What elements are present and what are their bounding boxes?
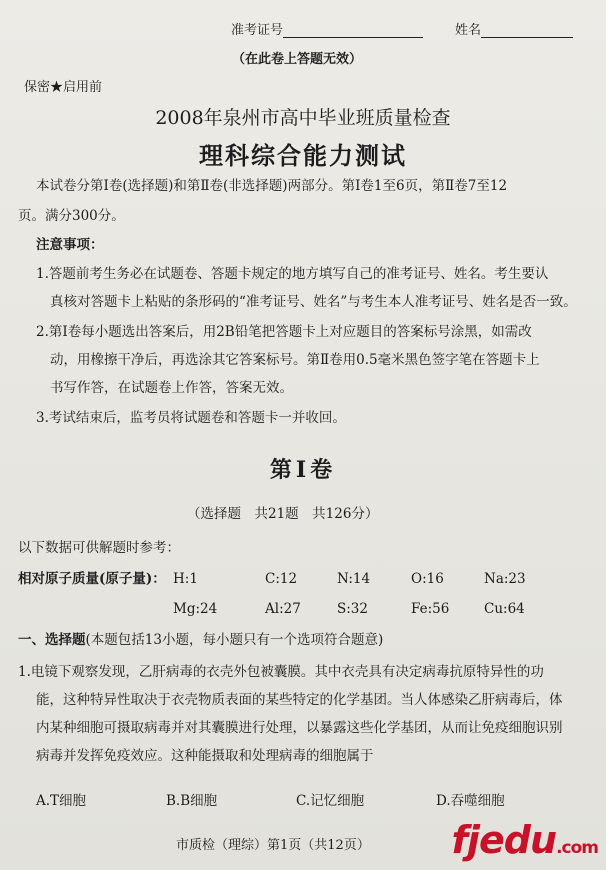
- note-1-line-1: 1.答题前考生务必在试题卷、答题卡规定的地方填写自己的准考证号、姓名。考生要认: [36, 266, 549, 282]
- reference-intro: 以下数据可供解题时参考：: [18, 540, 180, 556]
- part-1-subtitle: （选择题 共21题 共126分）: [187, 506, 379, 522]
- mass-na: Na:23: [484, 571, 526, 587]
- q1-line-1: 1.电镜下观察发现，乙肝病毒的衣壳外包被囊膜。其中衣壳具有决定病毒抗原特异性的功: [18, 664, 544, 680]
- name-field: [455, 19, 573, 38]
- no-answer-note: （在此卷上答题无效）: [232, 52, 363, 67]
- note-1-line-2: 真核对答题卡上粘贴的条形码的“准考证号、姓名”与考生本人准考证号、姓名是否一致。: [50, 294, 577, 310]
- atomic-mass-label: 相对原子质量(原子量)：: [18, 571, 166, 587]
- note-2-line-3: 书写作答，在试题卷上作答，答案无效。: [50, 380, 293, 396]
- exam-subject-title: 理科综合能力测试: [199, 141, 407, 170]
- name-blank: [481, 23, 573, 38]
- q1-option-c: C.记忆细胞: [296, 793, 365, 809]
- mass-al: Al:27: [265, 601, 301, 617]
- secret-mark: 保密★启用前: [24, 80, 103, 95]
- section-1-label: 一、选择题: [18, 632, 86, 648]
- section-1-instructions: (本题包括13小题，每小题只有一个选项符合题意): [85, 632, 384, 648]
- mass-fe: Fe:56: [411, 601, 450, 617]
- mass-h: H:1: [173, 571, 198, 587]
- q1-line-3: 内某种细胞可摄取病毒并对其囊膜进行处理，以暴露这些化学基团，从而让免疫细胞识别: [36, 720, 563, 736]
- mass-cu: Cu:64: [484, 601, 525, 617]
- q1-option-a: A.T细胞: [36, 793, 87, 809]
- q1-option-b: B.B细胞: [166, 793, 218, 809]
- intro-line-2: 页。满分300分。: [18, 208, 125, 224]
- q1-line-2: 能，这种特异性取决于衣壳物质表面的某些特定的化学基团。当人体感染乙肝病毒后，体: [36, 692, 563, 708]
- watermark-suffix: .com: [556, 838, 598, 858]
- q1-line-4: 病毒并发挥免疫效应。这种能摄取和处理病毒的细胞属于: [36, 748, 374, 764]
- watermark-text: fjedu: [451, 818, 557, 862]
- mass-s: S:32: [337, 601, 368, 617]
- site-watermark: [451, 818, 598, 862]
- note-3: 3.考试结束后，监考员将试题卷和答题卡一并收回。: [36, 410, 346, 426]
- mass-n: N:14: [337, 571, 371, 587]
- mass-c: C:12: [265, 571, 298, 587]
- exam-id-label: 准考证号: [231, 23, 284, 38]
- exam-title: 2008年泉州市高中毕业班质量检查: [155, 107, 451, 129]
- exam-id-blank: [283, 23, 423, 38]
- note-2-line-2: 动，用橡擦干净后，再选涂其它答案标号。第Ⅱ卷用0.5毫米黑色签字笔在答题卡上: [50, 352, 540, 368]
- notes-heading: 注意事项：: [36, 237, 104, 253]
- q1-option-d: D.吞噬细胞: [436, 793, 505, 809]
- page-footer: 市质检（理综）第1页（共12页）: [176, 838, 370, 853]
- name-label: 姓名: [455, 23, 482, 38]
- mass-o: O:16: [411, 571, 444, 587]
- exam-id-field: [231, 19, 423, 38]
- mass-mg: Mg:24: [173, 601, 218, 617]
- intro-line-1: 本试卷分第Ⅰ卷(选择题)和第Ⅱ卷(非选择题)两部分。第Ⅰ卷1至6页，第Ⅱ卷7至12: [36, 178, 508, 194]
- part-1-title: 第Ⅰ卷: [269, 457, 337, 483]
- section-1-heading: [18, 634, 383, 648]
- note-2-line-1: 2.第Ⅰ卷每小题选出答案后，用2B铅笔把答题卡上对应题目的答案标号涂黑，如需改: [36, 324, 532, 340]
